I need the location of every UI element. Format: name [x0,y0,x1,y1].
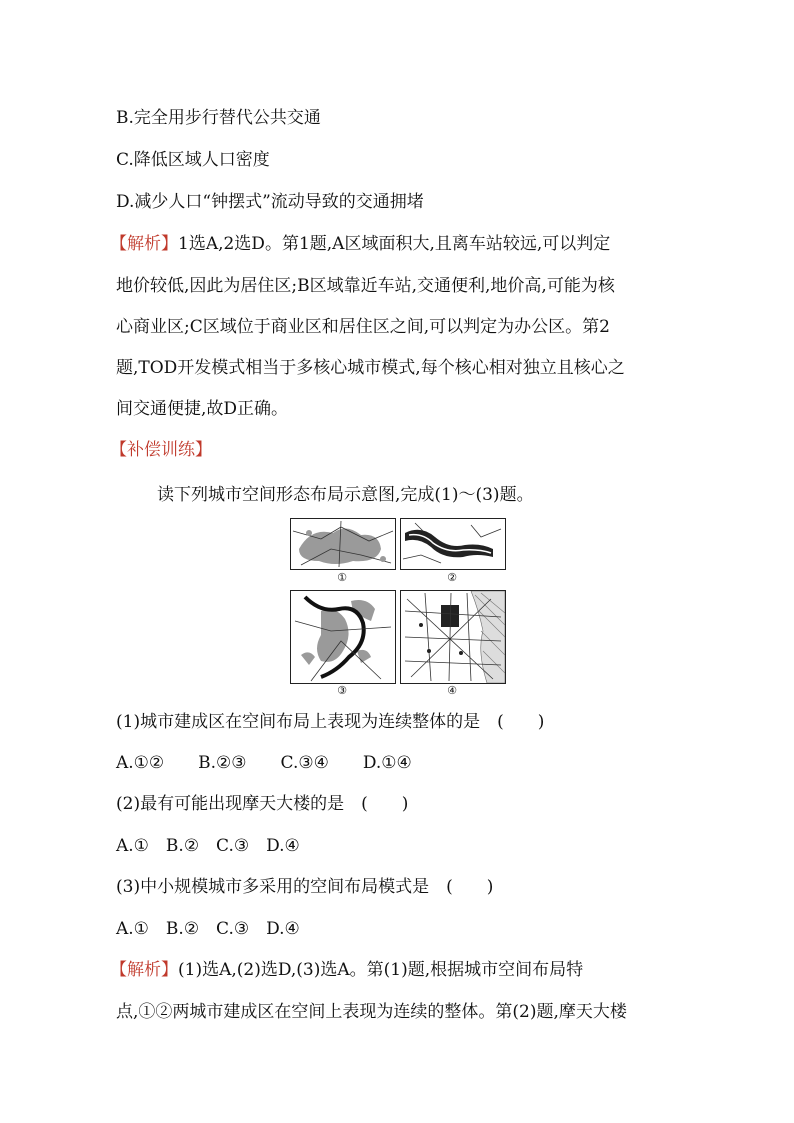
section-title: 【补偿训练】 [110,440,212,460]
option-b: B.完全用步行替代公共交通 [116,108,321,128]
map-3-graphic [291,591,395,683]
question-1-stem: (1)城市建成区在空间布局上表现为连续整体的是 ( ) [116,712,545,732]
question-3-stem: (3)中小规模城市多采用的空间布局模式是 ( ) [116,877,494,897]
city-layout-figure [290,518,506,698]
map-panel-2 [400,518,506,570]
question-3-options: A.① B.② C.③ D.④ [116,919,300,939]
analysis-1-line-3: 心商业区;C区域位于商业区和居住区之间,可以判定为办公区。第2 [116,317,610,337]
caption-3: ③ [337,684,347,697]
map-panel-4 [400,590,506,684]
option-c: C.降低区域人口密度 [116,150,270,170]
analysis-1-line-5: 间交通便捷,故D正确。 [116,399,289,419]
map-2-graphic [401,519,505,569]
caption-2: ② [447,571,457,584]
map-panel-3 [290,590,396,684]
option-d: D.减少人口“钟摆式”流动导致的交通拥堵 [116,192,424,212]
analysis-2-tag: 【解析】 [110,960,178,980]
intro-text: 读下列城市空间形态布局示意图,完成(1)～(3)题。 [157,485,534,505]
question-2-options: A.① B.② C.③ D.④ [116,836,300,856]
question-2-stem: (2)最有可能出现摩天大楼的是 ( ) [116,794,409,814]
analysis-1-line-1: 【解析】1选A,2选D。第1题,A区域面积大,且离车站较远,可以判定 [110,234,611,254]
caption-1: ① [337,571,347,584]
map-1-graphic [291,519,395,569]
analysis-2-line-1: 【解析】(1)选A,(2)选D,(3)选A。第(1)题,根据城市空间布局特 [110,960,584,980]
analysis-1-line-4: 题,TOD开发模式相当于多核心城市模式,每个核心相对独立且核心之 [116,358,625,378]
analysis-2-line-2: 点,①②两城市建成区在空间上表现为连续的整体。第(2)题,摩天大楼 [116,1002,627,1022]
caption-4: ④ [447,684,457,697]
question-1-options: A.①② B.②③ C.③④ D.①④ [116,753,412,773]
analysis-tag: 【解析】 [110,234,178,254]
map-4-graphic [401,591,505,683]
map-panel-1 [290,518,396,570]
analysis-1-line-2: 地价较低,因此为居住区;B区域靠近车站,交通便利,地价高,可能为核 [116,276,615,296]
